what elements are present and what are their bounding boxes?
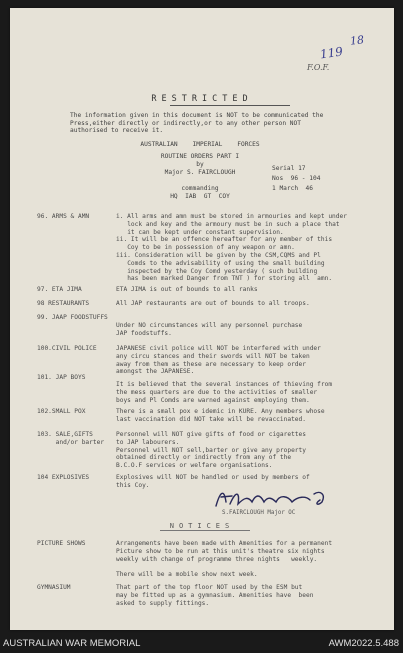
orders-heading: ROUTINE ORDERS PART I <box>160 153 240 160</box>
serial-number: Serial 17 <box>272 165 306 172</box>
order-text-98: All JAP restaurants are out of bounds to all troops. <box>116 300 310 307</box>
handwritten-number: 119 <box>319 44 344 62</box>
by-line: by <box>196 161 204 168</box>
order-date: 1 March 46 <box>272 185 313 192</box>
notice-heading-picture-shows: PICTURE SHOWS <box>37 540 86 547</box>
order-numbers: Nos 96 - 104 <box>272 175 321 182</box>
restriction-notice: The information given in this document is NOT to be communicated the Press,either directly or indirectly,or to any other person NOT authorised to receive it. <box>70 112 324 134</box>
order-heading-102: 102.SMALL POX <box>37 408 86 415</box>
archive-footer <box>0 636 403 653</box>
notice-text-gymnasium: That part of the top floor NOT used by the ESM but may be fitted up as a gymnasium. Amenities have been asked to supply fittings. <box>116 584 314 607</box>
unit-line: HQ IAB GT COY <box>170 193 230 200</box>
order-text-100: JAPANESE civil police will NOT be interfered with under any circu stances and their swords will NOT be taken away from them as these are necessary to keep order amongst the JAPANESE. <box>116 345 321 376</box>
document-title: RESTRICTED <box>151 94 253 104</box>
order-text-96: i. All arms and amn must be stored in armouries and kept under lock and key and the armoury must be in such a place that it can be kept under constant supervision. ii. It will be an offence hereafter for any member of this Coy to be in possession of any weapon or amn. iii. Consideration will be given by the CSM,CQMS and Pl Comds to the advisability of using the small building inspected by the Coy Comd yesterday ( such building has been marked Danger from TNT ) for storing all amn. <box>116 213 347 283</box>
signature-caption: S.FAIRCLOUGH Major OC <box>222 510 296 516</box>
notices-title: NOTICES <box>169 522 235 530</box>
archive-reference: AWM2022.5.488 <box>328 638 399 649</box>
handwritten-reference: F.O.F. <box>307 63 330 72</box>
archive-name: AUSTRALIAN WAR MEMORIAL <box>3 638 141 649</box>
order-heading-96: 96. ARMS & AMN <box>37 213 90 220</box>
notice-heading-gymnasium: GYMNASIUM <box>37 584 71 591</box>
handwritten-number-secondary: 18 <box>349 33 365 48</box>
order-heading-98: 98 RESTAURANTS <box>37 300 90 307</box>
order-heading-99: 99. JAAP FOODSTUFFS <box>37 314 108 321</box>
order-heading-103: 103. SALE,GIFTS and/or barter <box>37 431 105 446</box>
document-page <box>10 8 394 630</box>
handwritten-signature <box>210 484 340 512</box>
order-heading-104: 104 EXPLOSIVES <box>37 474 90 481</box>
order-text-104: Explosives will NOT be handled or used by members of this Coy. <box>116 474 310 489</box>
order-heading-100: 100.CIVIL POLICE <box>37 345 97 352</box>
order-text-101: It is believed that the several instances of thieving from the mess quarters are due to the activities of smaller boys and Pl Comds are warned against employing them. <box>116 381 333 404</box>
force-heading: AUSTRALIAN IMPERIAL FORCES <box>140 141 260 148</box>
order-text-103: Personnel will NOT give gifts of food or cigarettes to JAP labourers. Personnel will NOT sell,barter or give any property obtained directly or indirectly from any of the B.C.O.F services or welfare organisations. <box>116 431 306 470</box>
order-heading-97: 97. ETA JIMA <box>37 286 82 293</box>
commanding-line: commanding <box>181 185 219 192</box>
notices-underline <box>160 530 250 531</box>
order-text-97: ETA JIMA is out of bounds to all ranks <box>116 286 258 293</box>
title-underline <box>170 105 290 106</box>
order-text-99: Under NO circumstances will any personnel purchase JAP foodstuffs. <box>116 322 303 337</box>
order-text-102: There is a small pox e idemic in KURE. Any members whose last vaccination did NOT take will be revaccinated. <box>116 408 325 423</box>
officer-name: Major S. FAIRCLOUGH <box>164 169 236 176</box>
notice-text-picture-shows: Arrangements have been made with Amenities for a permanent Picture show to be run at this unit's theatre six nights weekly with change of programme three nights weekly. There will be a mobile show next week. <box>116 540 333 579</box>
order-heading-101: 101. JAP BOYS <box>37 374 86 381</box>
